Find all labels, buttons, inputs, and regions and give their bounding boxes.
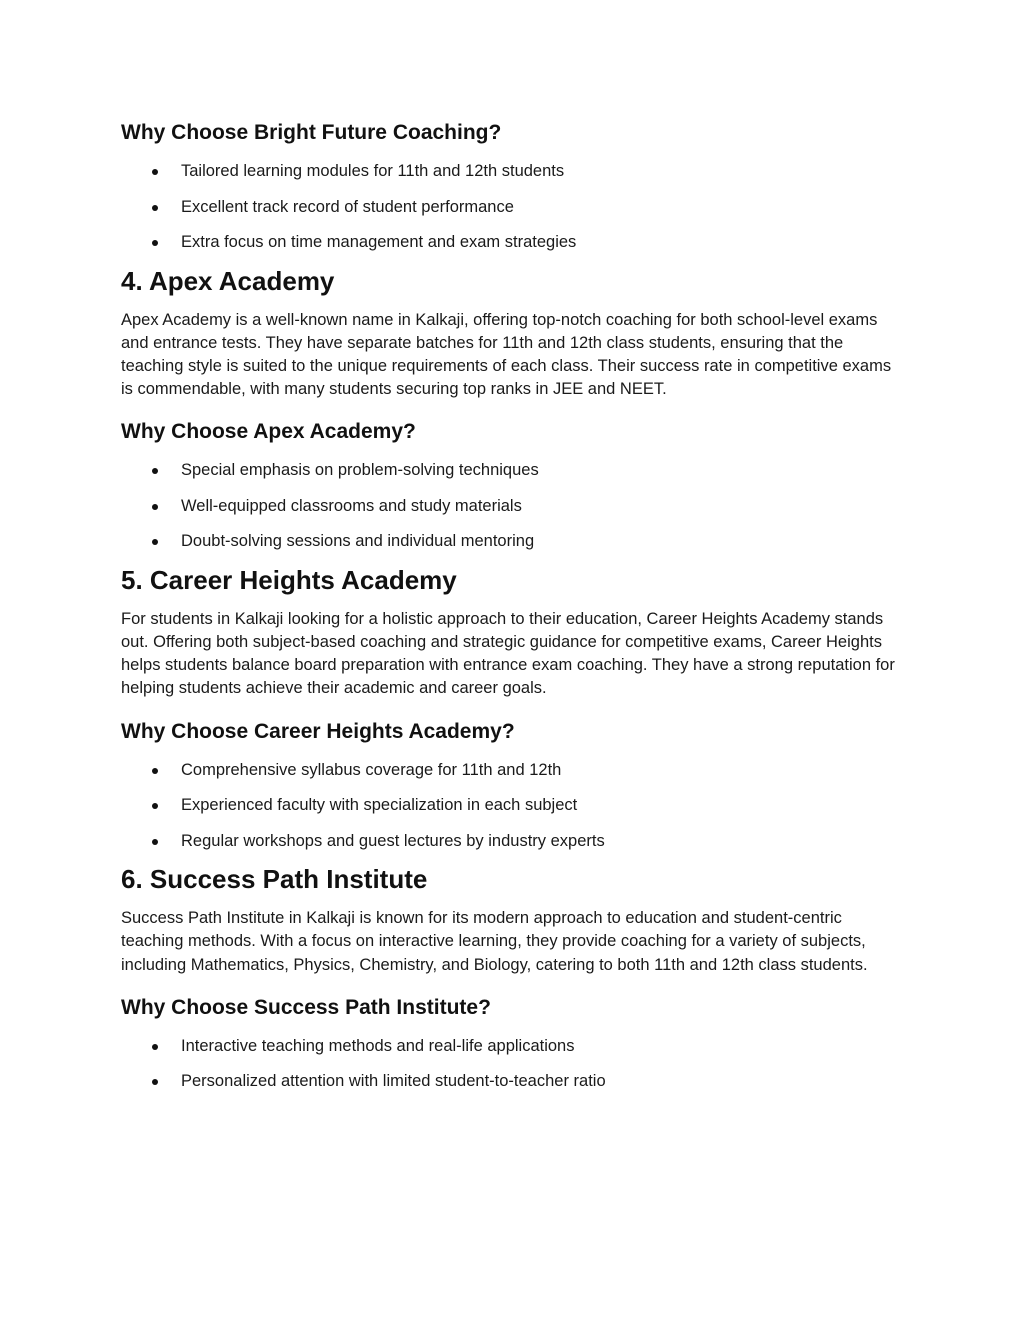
list-item: Special emphasis on problem-solving techniques	[121, 453, 901, 489]
list-item: Excellent track record of student performance	[121, 190, 901, 226]
list-item: Experienced faculty with specialization in each subject	[121, 788, 901, 824]
bullet-icon	[152, 539, 158, 545]
apex-academy-heading: 4. Apex Academy	[121, 265, 335, 296]
bullet-icon	[152, 504, 158, 510]
bright-future-why-heading: Why Choose Bright Future Coaching?	[121, 121, 502, 144]
list-item: Doubt-solving sessions and individual mentoring	[121, 524, 901, 560]
list-item: Comprehensive syllabus coverage for 11th and 12th	[121, 753, 901, 789]
bullet-icon	[152, 1079, 158, 1085]
bullet-icon	[152, 468, 158, 474]
apex-academy-paragraph: Apex Academy is a well-known name in Kalkaji, offering top-notch coaching for both school-level exams and entrance tests. They have separate batches for 11th and 12th class students, ensuring that the teaching style is suited to the unique requirements of each class. Their success rate in competitive exams is commendable, with many students securing top ranks in JEE and NEET.	[121, 310, 892, 399]
success-path-bullet-list	[121, 1029, 901, 1100]
list-item: Interactive teaching methods and real-life applications	[121, 1029, 901, 1065]
list-item: Regular workshops and guest lectures by industry experts	[121, 824, 901, 860]
career-heights-why-heading: Why Choose Career Heights Academy?	[121, 719, 515, 743]
bullet-icon	[152, 839, 158, 845]
success-path-why-heading: Why Choose Success Path Institute?	[121, 995, 491, 1019]
list-item: Well-equipped classrooms and study materials	[121, 489, 901, 525]
document-page	[121, 116, 901, 1100]
career-heights-bullet-list	[121, 753, 901, 860]
career-heights-paragraph: For students in Kalkaji looking for a holistic approach to their education, Career Heights Academy stands out. Offering both subject-based coaching and strategic guidance for competitive exams, Career Heights helps students balance board preparation with entrance exam coaching. They have a strong reputation for helping students achieve their academic and career goals.	[121, 609, 895, 698]
bullet-icon	[152, 803, 158, 809]
bullet-icon	[152, 1044, 158, 1050]
success-path-heading: 6. Success Path Institute	[121, 864, 428, 895]
bullet-icon	[152, 768, 158, 774]
apex-academy-bullet-list	[121, 453, 901, 560]
success-path-paragraph: Success Path Institute in Kalkaji is known for its modern approach to education and student-centric teaching methods. With a focus on interactive learning, they provide coaching for a variety of subjects, including Mathematics, Physics, Chemistry, and Biology, catering to both 11th and 12th class students.	[121, 909, 868, 974]
list-item: Tailored learning modules for 11th and 12th students	[121, 154, 901, 190]
list-item: Personalized attention with limited student-to-teacher ratio	[121, 1064, 901, 1100]
bullet-icon	[152, 169, 158, 175]
bright-future-bullet-list	[121, 154, 901, 261]
bullet-icon	[152, 240, 158, 246]
career-heights-heading: 5. Career Heights Academy	[121, 564, 457, 595]
bullet-icon	[152, 205, 158, 211]
apex-academy-why-heading: Why Choose Apex Academy?	[121, 420, 416, 444]
list-item: Extra focus on time management and exam strategies	[121, 225, 901, 261]
